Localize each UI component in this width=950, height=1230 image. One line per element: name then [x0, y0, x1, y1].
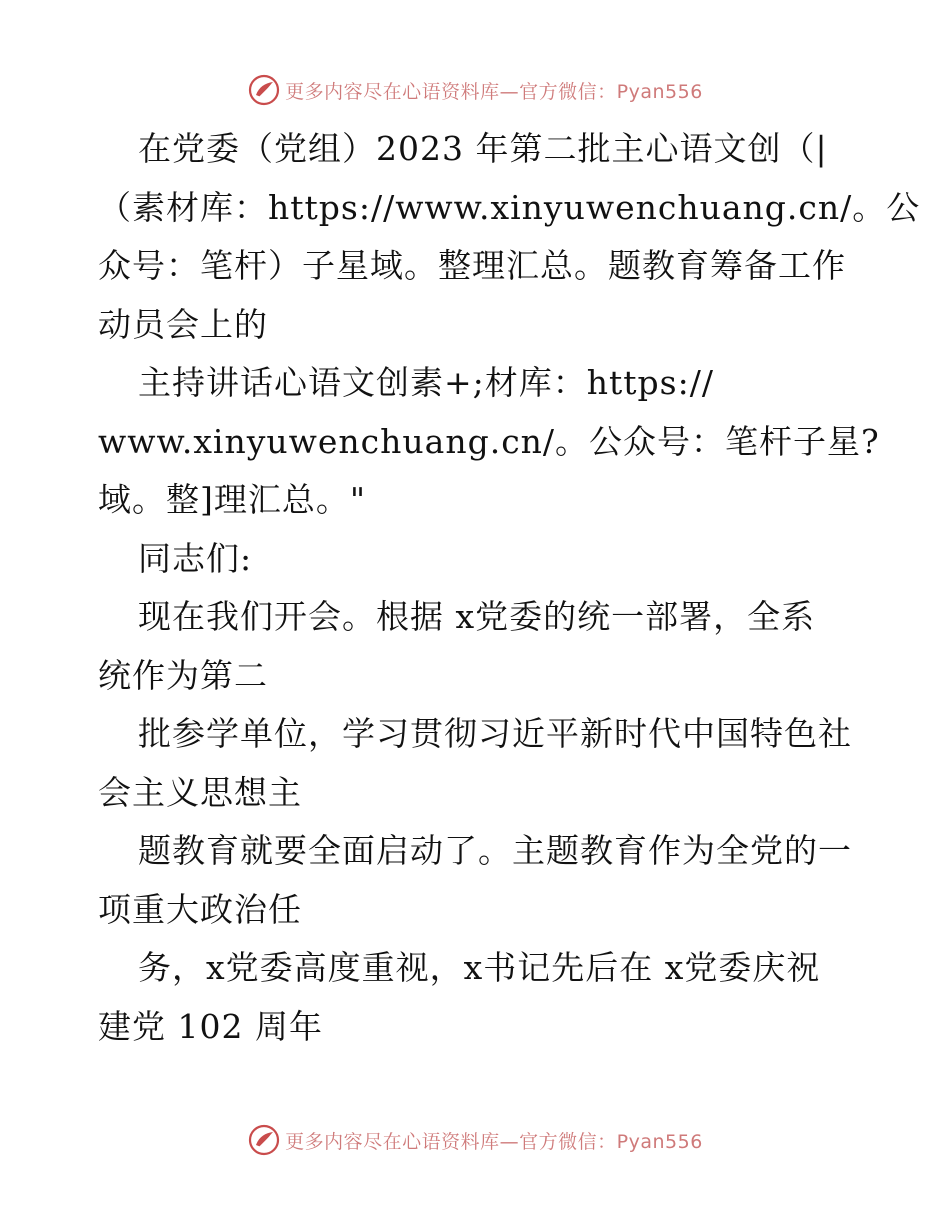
brush-stroke-logo-icon	[247, 1123, 281, 1157]
header-watermark	[0, 70, 950, 110]
text-line: 会主义思想主	[98, 772, 302, 812]
text-line: 务，x党委高度重视，x书记先后在 x党委庆祝	[138, 948, 821, 987]
footer-watermark	[0, 1120, 950, 1160]
text-line: 项重大政治任	[98, 889, 302, 929]
text-line: 批参学单位，学习贯彻习近平新时代中国特色社	[138, 714, 852, 753]
text-line: 建党 102 周年	[98, 1006, 323, 1046]
text-line: 同志们:	[138, 538, 253, 578]
text-line: 动员会上的	[98, 304, 268, 344]
text-line: 现在我们开会。根据 x党委的统一部署，全系	[138, 597, 816, 636]
text-line: 众号：笔杆）子星域。整理汇总。题教育筹备工作	[98, 246, 846, 285]
text-line: 域。整]理汇总。"	[98, 480, 367, 519]
watermark-text: 更多内容尽在心语资料库—官方微信：Pyan556	[285, 80, 703, 103]
text-line: 主持讲话心语文创素+;材库：https://	[138, 363, 714, 402]
watermark-text: 更多内容尽在心语资料库—官方微信：Pyan556	[285, 1130, 703, 1153]
document-body	[98, 120, 921, 1056]
text-line: （素材库：https://www.xinyuwenchuang.cn/。公	[98, 187, 921, 227]
text-line: 统作为第二	[98, 655, 268, 695]
text-line: 在党委（党组）2023 年第二批主心语文创（|	[138, 129, 828, 168]
text-line: 题教育就要全面启动了。主题教育作为全党的一	[138, 831, 852, 870]
text-line: www.xinyuwenchuang.cn/。公众号：笔杆子星?	[98, 421, 880, 461]
brush-stroke-logo-icon	[247, 73, 281, 107]
